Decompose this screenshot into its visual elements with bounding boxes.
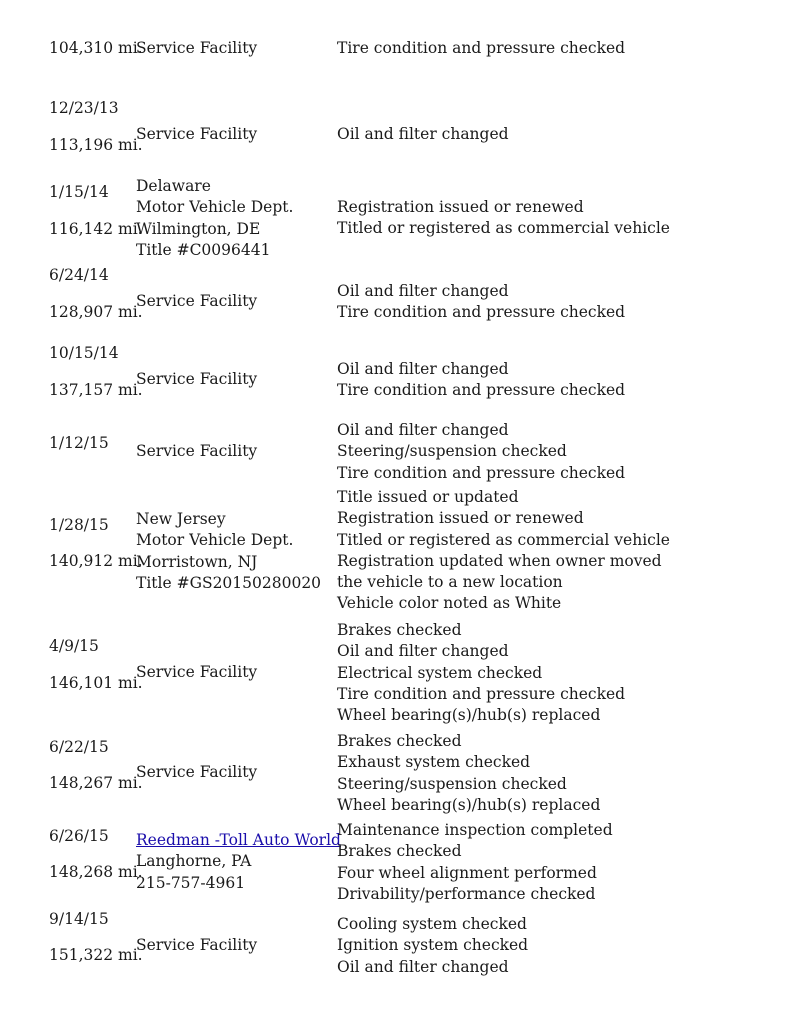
record-mileage: 128,907 mi. <box>49 303 143 321</box>
record-date: 1/12/15 <box>49 434 109 452</box>
record-mileage: 148,268 mi. <box>49 863 143 881</box>
record-detail: Brakes checked <box>337 621 462 639</box>
record-details <box>337 487 670 615</box>
record-detail: Tire condition and pressure checked <box>337 684 626 703</box>
record-mileage: 151,322 mi. <box>49 946 143 964</box>
record-source: Service Facility <box>136 763 258 781</box>
record-date: 6/26/15 <box>49 827 109 845</box>
source-line: Title #C0096441 <box>136 240 271 259</box>
record-mileage: 137,157 mi. <box>49 381 143 399</box>
record-detail: Oil and filter changed <box>337 642 509 661</box>
record-mileage: 148,267 mi. <box>49 774 143 792</box>
record-detail: Registration updated when owner moved <box>337 551 662 570</box>
record-date: 6/22/15 <box>49 738 109 756</box>
record-detail: Title issued or updated <box>337 488 519 506</box>
record-date: 1/15/14 <box>49 183 109 201</box>
record-source: Service Facility <box>136 663 258 681</box>
record-source <box>136 830 341 894</box>
record-detail: Maintenance inspection completed <box>337 821 613 839</box>
record-date: 10/15/14 <box>49 344 119 362</box>
source-line: Wilmington, DE <box>136 219 261 238</box>
record-details <box>337 281 625 324</box>
source-line: Motor Vehicle Dept. <box>136 198 294 217</box>
record-source: Service Facility <box>136 442 258 460</box>
record-source: Service Facility <box>136 125 258 143</box>
record-details <box>337 731 600 816</box>
record-detail: Registration issued or renewed <box>337 198 584 216</box>
record-detail: Wheel bearing(s)/hub(s) replaced <box>337 795 601 814</box>
record-detail: Brakes checked <box>337 732 462 750</box>
record-date: 6/24/14 <box>49 266 109 284</box>
record-detail: Vehicle color noted as White <box>337 594 562 613</box>
source-line: New Jersey <box>136 510 226 528</box>
record-source <box>136 176 293 261</box>
record-details <box>337 420 625 484</box>
record-detail: Oil and filter changed <box>337 421 509 439</box>
record-date: 9/14/15 <box>49 910 109 928</box>
record-details <box>337 914 528 978</box>
record-details <box>337 620 625 726</box>
record-detail: the vehicle to a new location <box>337 573 563 592</box>
record-source: Service Facility <box>136 936 258 954</box>
record-detail: Tire condition and pressure checked <box>337 381 626 400</box>
service-facility-link[interactable]: Reedman -Toll Auto World <box>136 831 341 849</box>
record-source: Service Facility <box>136 39 258 57</box>
record-date: 12/23/13 <box>49 99 119 117</box>
record-details <box>337 820 613 905</box>
source-line: Langhorne, PA <box>136 852 252 871</box>
record-detail: Oil and filter changed <box>337 360 509 378</box>
record-mileage: 113,196 mi. <box>49 136 143 154</box>
record-detail: Steering/suspension checked <box>337 442 567 461</box>
record-mileage: 116,142 mi. <box>49 220 143 238</box>
source-line: Motor Vehicle Dept. <box>136 531 294 550</box>
record-detail: Drivability/performance checked <box>337 884 596 903</box>
record-detail: Steering/suspension checked <box>337 774 567 793</box>
record-source <box>136 509 321 594</box>
record-source: Service Facility <box>136 370 258 388</box>
record-detail: Four wheel alignment performed <box>337 863 597 882</box>
record-details <box>337 359 625 402</box>
record-detail: Exhaust system checked <box>337 753 531 772</box>
record-detail: Wheel bearing(s)/hub(s) replaced <box>337 706 601 725</box>
record-detail: Registration issued or renewed <box>337 509 584 528</box>
record-detail: Oil and filter changed <box>337 125 509 143</box>
record-details <box>337 197 670 240</box>
source-line: 215-757-4961 <box>136 873 246 892</box>
record-detail: Oil and filter changed <box>337 282 509 300</box>
record-detail: Tire condition and pressure checked <box>337 39 626 57</box>
record-mileage: 104,310 mi. <box>49 39 143 57</box>
source-line: Morristown, NJ <box>136 552 258 571</box>
record-detail: Electrical system checked <box>337 663 543 682</box>
record-source: Service Facility <box>136 292 258 310</box>
record-date: 4/9/15 <box>49 637 99 655</box>
record-detail: Brakes checked <box>337 842 462 861</box>
record-detail: Tire condition and pressure checked <box>337 303 626 322</box>
record-detail: Cooling system checked <box>337 915 527 933</box>
record-detail: Tire condition and pressure checked <box>337 463 626 482</box>
record-detail: Titled or registered as commercial vehicle <box>337 219 670 238</box>
record-detail: Titled or registered as commercial vehicle <box>337 530 670 549</box>
record-mileage: 146,101 mi. <box>49 674 143 692</box>
record-detail: Ignition system checked <box>337 936 529 955</box>
source-line: Title #GS20150280020 <box>136 573 322 592</box>
source-line: Delaware <box>136 177 211 195</box>
record-detail: Oil and filter changed <box>337 957 509 976</box>
record-date: 1/28/15 <box>49 516 109 534</box>
record-mileage: 140,912 mi. <box>49 552 143 570</box>
